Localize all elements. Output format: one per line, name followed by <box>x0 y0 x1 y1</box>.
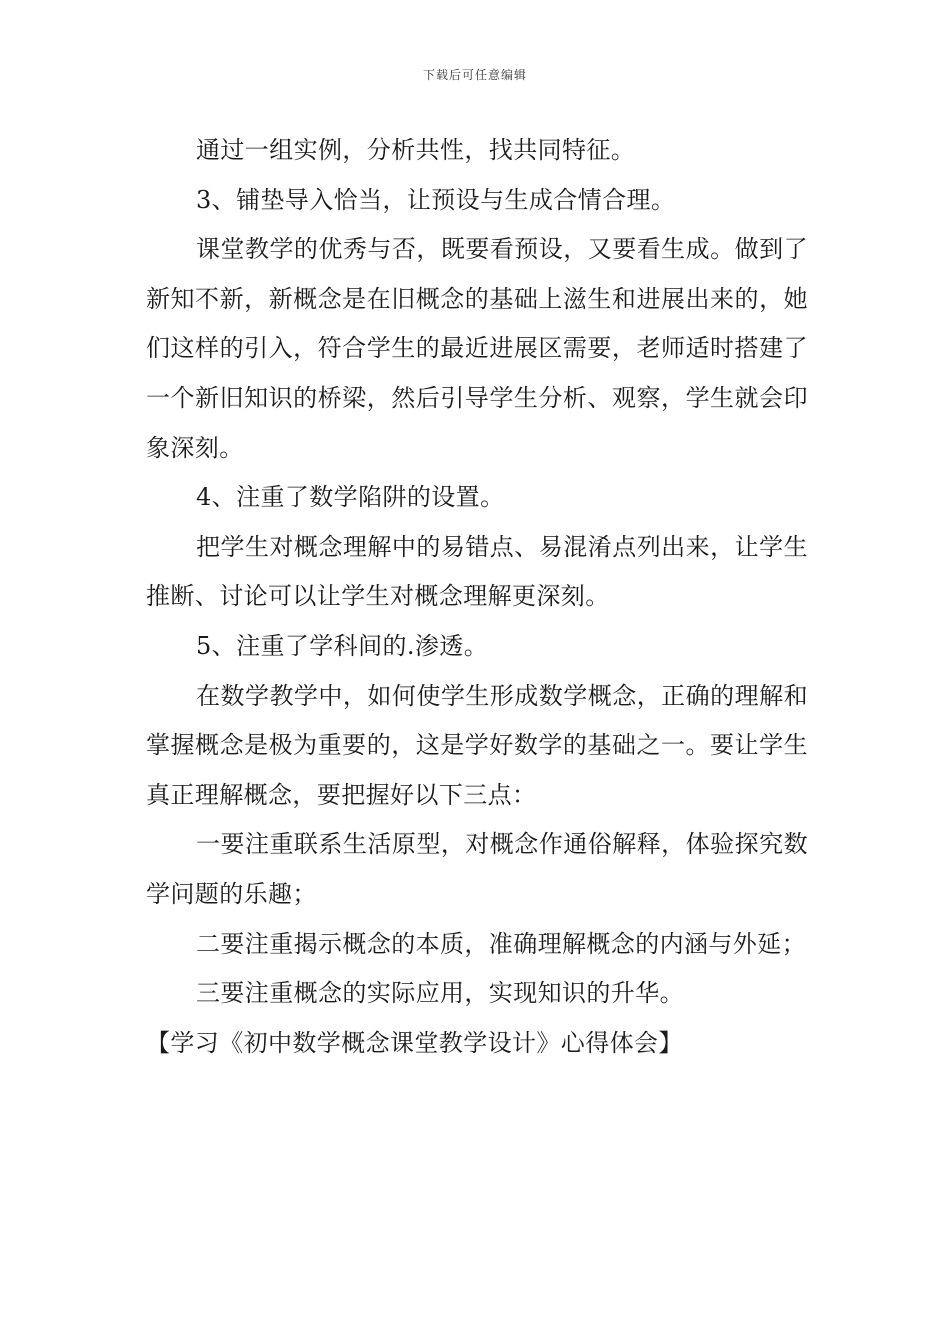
paragraph-intro: 通过一组实例，分析共性，找共同特征。 <box>196 136 636 164</box>
paragraph-point-one: 一要注重联系生活原型，对概念作通俗解释，体验探究数学问题的乐趣； <box>146 830 808 908</box>
closing-title: 【学习《初中数学概念课堂教学设计》心得体会】 <box>146 1028 683 1057</box>
section-heading-4: 4、注重了数学陷阱的设置。 <box>196 483 505 512</box>
section-heading-3: 3、铺垫导入恰当，让预设与生成合情合理。 <box>196 185 676 214</box>
section-heading-5: 5、注重了学科间的.渗透。 <box>196 631 489 660</box>
paragraph-point-three: 三要注重概念的实际应用，实现知识的升华。 <box>196 979 684 1008</box>
document-body <box>146 126 808 1068</box>
paragraph-traps: 把学生对概念理解中的易错点、易混淆点列出来，让学生推断、讨论可以让学生对概念理解更深刻。 <box>146 532 808 611</box>
paragraph-preset-generation: 课堂教学的优秀与否，既要看预设，又要看生成。做到了新知不新，新概念是在旧概念的基础上滋生和进展出来的，她们这样的引入，符合学生的最近进展区需要，老师适时搭建了一个新旧知识的桥梁，然后引导学生分析、观察，学生就会印象深刻。 <box>146 235 808 462</box>
paragraph-concept-formation: 在数学教学中，如何使学生形成数学概念，正确的理解和掌握概念是极为重要的，这是学好数学的基础之一。要让学生真正理解概念，要把握好以下三点： <box>146 681 808 809</box>
paragraph-point-two: 二要注重揭示概念的本质，准确理解概念的内涵与外延； <box>196 929 806 958</box>
page-header: 下载后可任意编辑 <box>422 68 527 82</box>
